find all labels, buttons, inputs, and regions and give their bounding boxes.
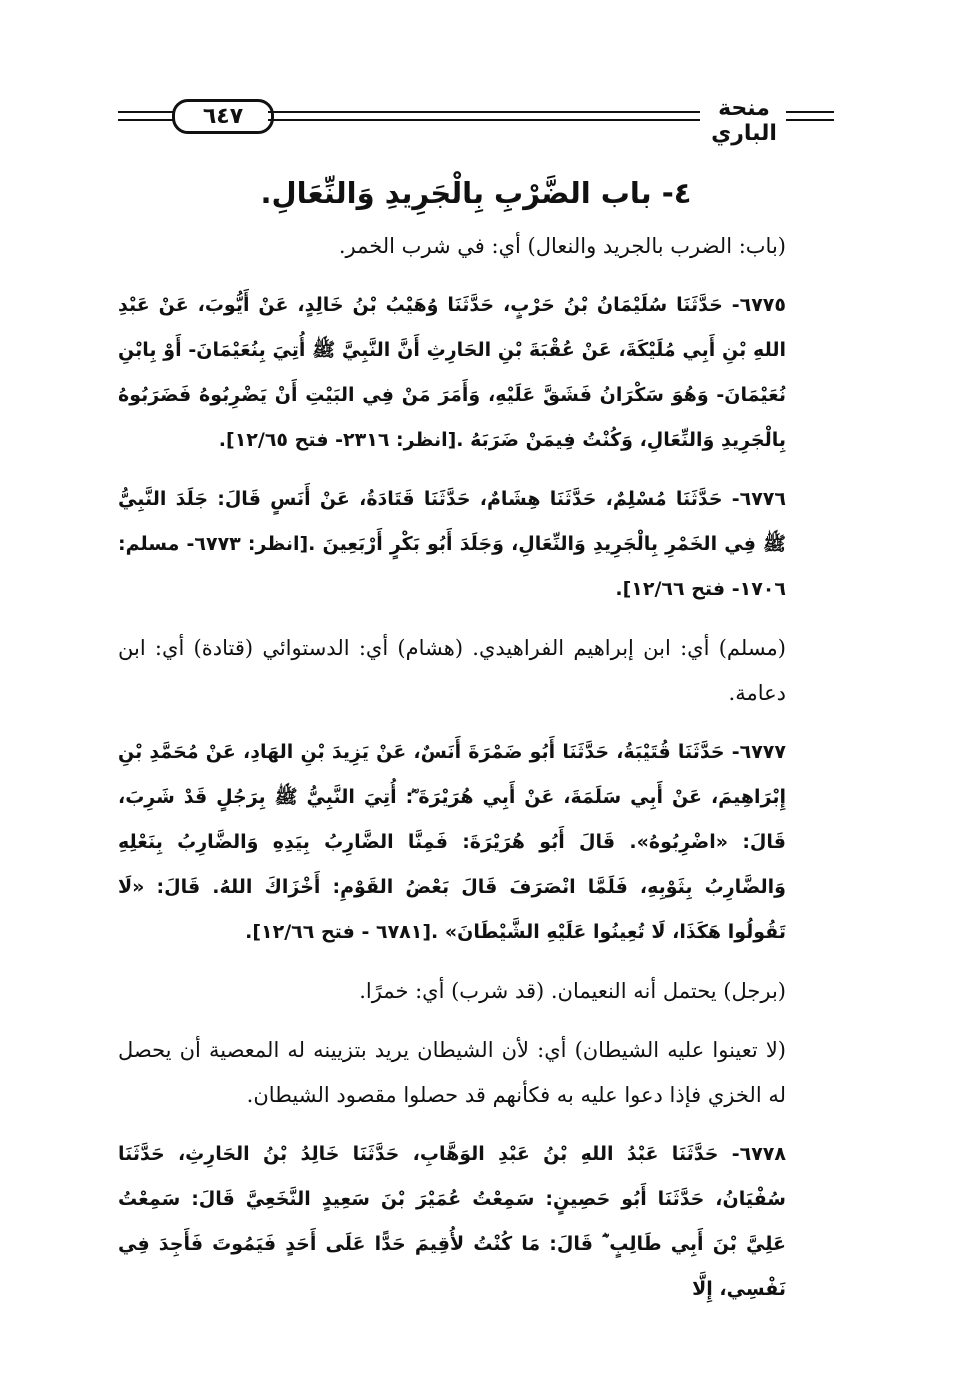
- hadith-paragraph: ٦٧٧٧- حَدَّثَنَا قُتَيْبَةُ، حَدَّثَنَا أَبُو ضَمْرَةَ أَنَسٌ، عَنْ يَزِيدَ بْنِ الهَادِ، عَنْ مُحَمَّدِ بْنِ إِبْرَاهِيمَ، عَنْ أَبِي سَلَمَةَ، عَنْ أَبِي هُرَيْرَةَ ؓ: أُتِيَ النَّبِيُّ ﷺ بِرَجُلٍ قَدْ شَرِبَ، قَالَ: «اضْرِبُوهُ». قَالَ أَبُو هُرَيْرَةَ: فَمِنَّا الضَّارِبُ بِيَدِهِ وَالضَّارِبُ بِنَعْلِهِ وَالضَّارِبُ بِثَوْبِهِ، فَلَمَّا انْصَرَفَ قَالَ بَعْضُ القَوْمِ: أَخْزَاكَ اللهُ. قَالَ: «لَا تَقُولُوا هَكَذَا، لَا تُعِينُوا عَلَيْهِ الشَّيْطَانَ» .[٦٧٨١ - فتح ١٢/٦٦].: [118, 741, 786, 943]
- page-header: [118, 96, 834, 152]
- commentary-paragraph: (برجل) يحتمل أنه النعيمان. (قد شرب) أي: خمرًا.: [359, 979, 786, 1003]
- header-rule-right: [786, 111, 834, 121]
- chapter-title: ٤- باب الضَّرْبِ بِالْجَرِيدِ وَالنِّعَالِ.: [260, 176, 692, 210]
- page-body: [118, 176, 834, 1326]
- hadith-paragraph: ٦٧٧٨- حَدَّثَنَا عَبْدُ اللهِ بْنُ عَبْدِ الوَهَّابِ، حَدَّثَنَا خَالِدُ بْنُ الحَارِثِ، حَدَّثَنَا سُفْيَانُ، حَدَّثَنَا أَبُو حَصِينٍ: سَمِعْتُ عُمَيْرَ بْنَ سَعِيدٍ النَّخَعِيَّ قَالَ: سَمِعْتُ عَلِيَّ بْنَ أَبِي طَالِبٍ ؓ قَالَ: مَا كُنْتُ لأُقِيمَ حَدًّا عَلَى أَحَدٍ فَيَمُوتَ فَأَجِدَ فِي نَفْسِي، إِلَّا: [118, 1143, 786, 1300]
- commentary-paragraph: (مسلم) أي: ابن إبراهيم الفراهيدي. (هشام) أي: الدستوائي (قتادة) أي: ابن دعامة.: [118, 636, 786, 705]
- page-number: ٦٤٧: [172, 99, 274, 134]
- hadith-paragraph: ٦٧٧٥- حَدَّثَنَا سُلَيْمَانُ بْنُ حَرْبٍ، حَدَّثَنَا وُهَيْبُ بْنُ خَالِدٍ، عَنْ أَيُّوبَ، عَنْ عَبْدِ اللهِ بْنِ أَبِي مُلَيْكَةَ، عَنْ عُقْبَةَ بْنِ الحَارِثِ أَنَّ النَّبِيَّ ﷺ أُتِيَ بِنُعَيْمَانَ- أَوْ بِابْنِ نُعَيْمَانَ- وَهُوَ سَكْرَانُ فَشَقَّ عَلَيْهِ، وَأَمَرَ مَنْ فِي البَيْتِ أَنْ يَضْرِبُوهُ فَضَرَبُوهُ بِالْجَرِيدِ وَالنِّعَالِ، وَكُنْتُ فِيمَنْ ضَرَبَهُ .[انظر: ٢٣١٦- فتح ١٢/٦٥].: [118, 294, 786, 451]
- hadith-paragraph: ٦٧٧٦- حَدَّثَنَا مُسْلِمٌ، حَدَّثَنَا هِشَامٌ، حَدَّثَنَا قَتَادَةُ، عَنْ أَنَسٍ قَالَ: جَلَدَ النَّبِيُّ ﷺ فِي الخَمْرِ بِالْجَرِيدِ وَالنِّعَالِ، وَجَلَدَ أَبُو بَكْرٍ أَرْبَعِينَ .[انظر: ٦٧٧٣- مسلم: ١٧٠٦- فتح ١٢/٦٦].: [118, 488, 786, 600]
- header-rule-middle: [268, 111, 700, 121]
- commentary-paragraph: (باب: الضرب بالجريد والنعال) أي: في شرب الخمر.: [338, 234, 786, 258]
- book-title: منحة الباري: [711, 96, 777, 146]
- commentary-paragraph: (لا تعينوا عليه الشيطان) أي: لأن الشيطان يريد بتزيينه له المعصية أن يحصل له الخزي فإذا دعوا عليه به فكأنهم قد حصلوا مقصود الشيطان.: [118, 1038, 786, 1107]
